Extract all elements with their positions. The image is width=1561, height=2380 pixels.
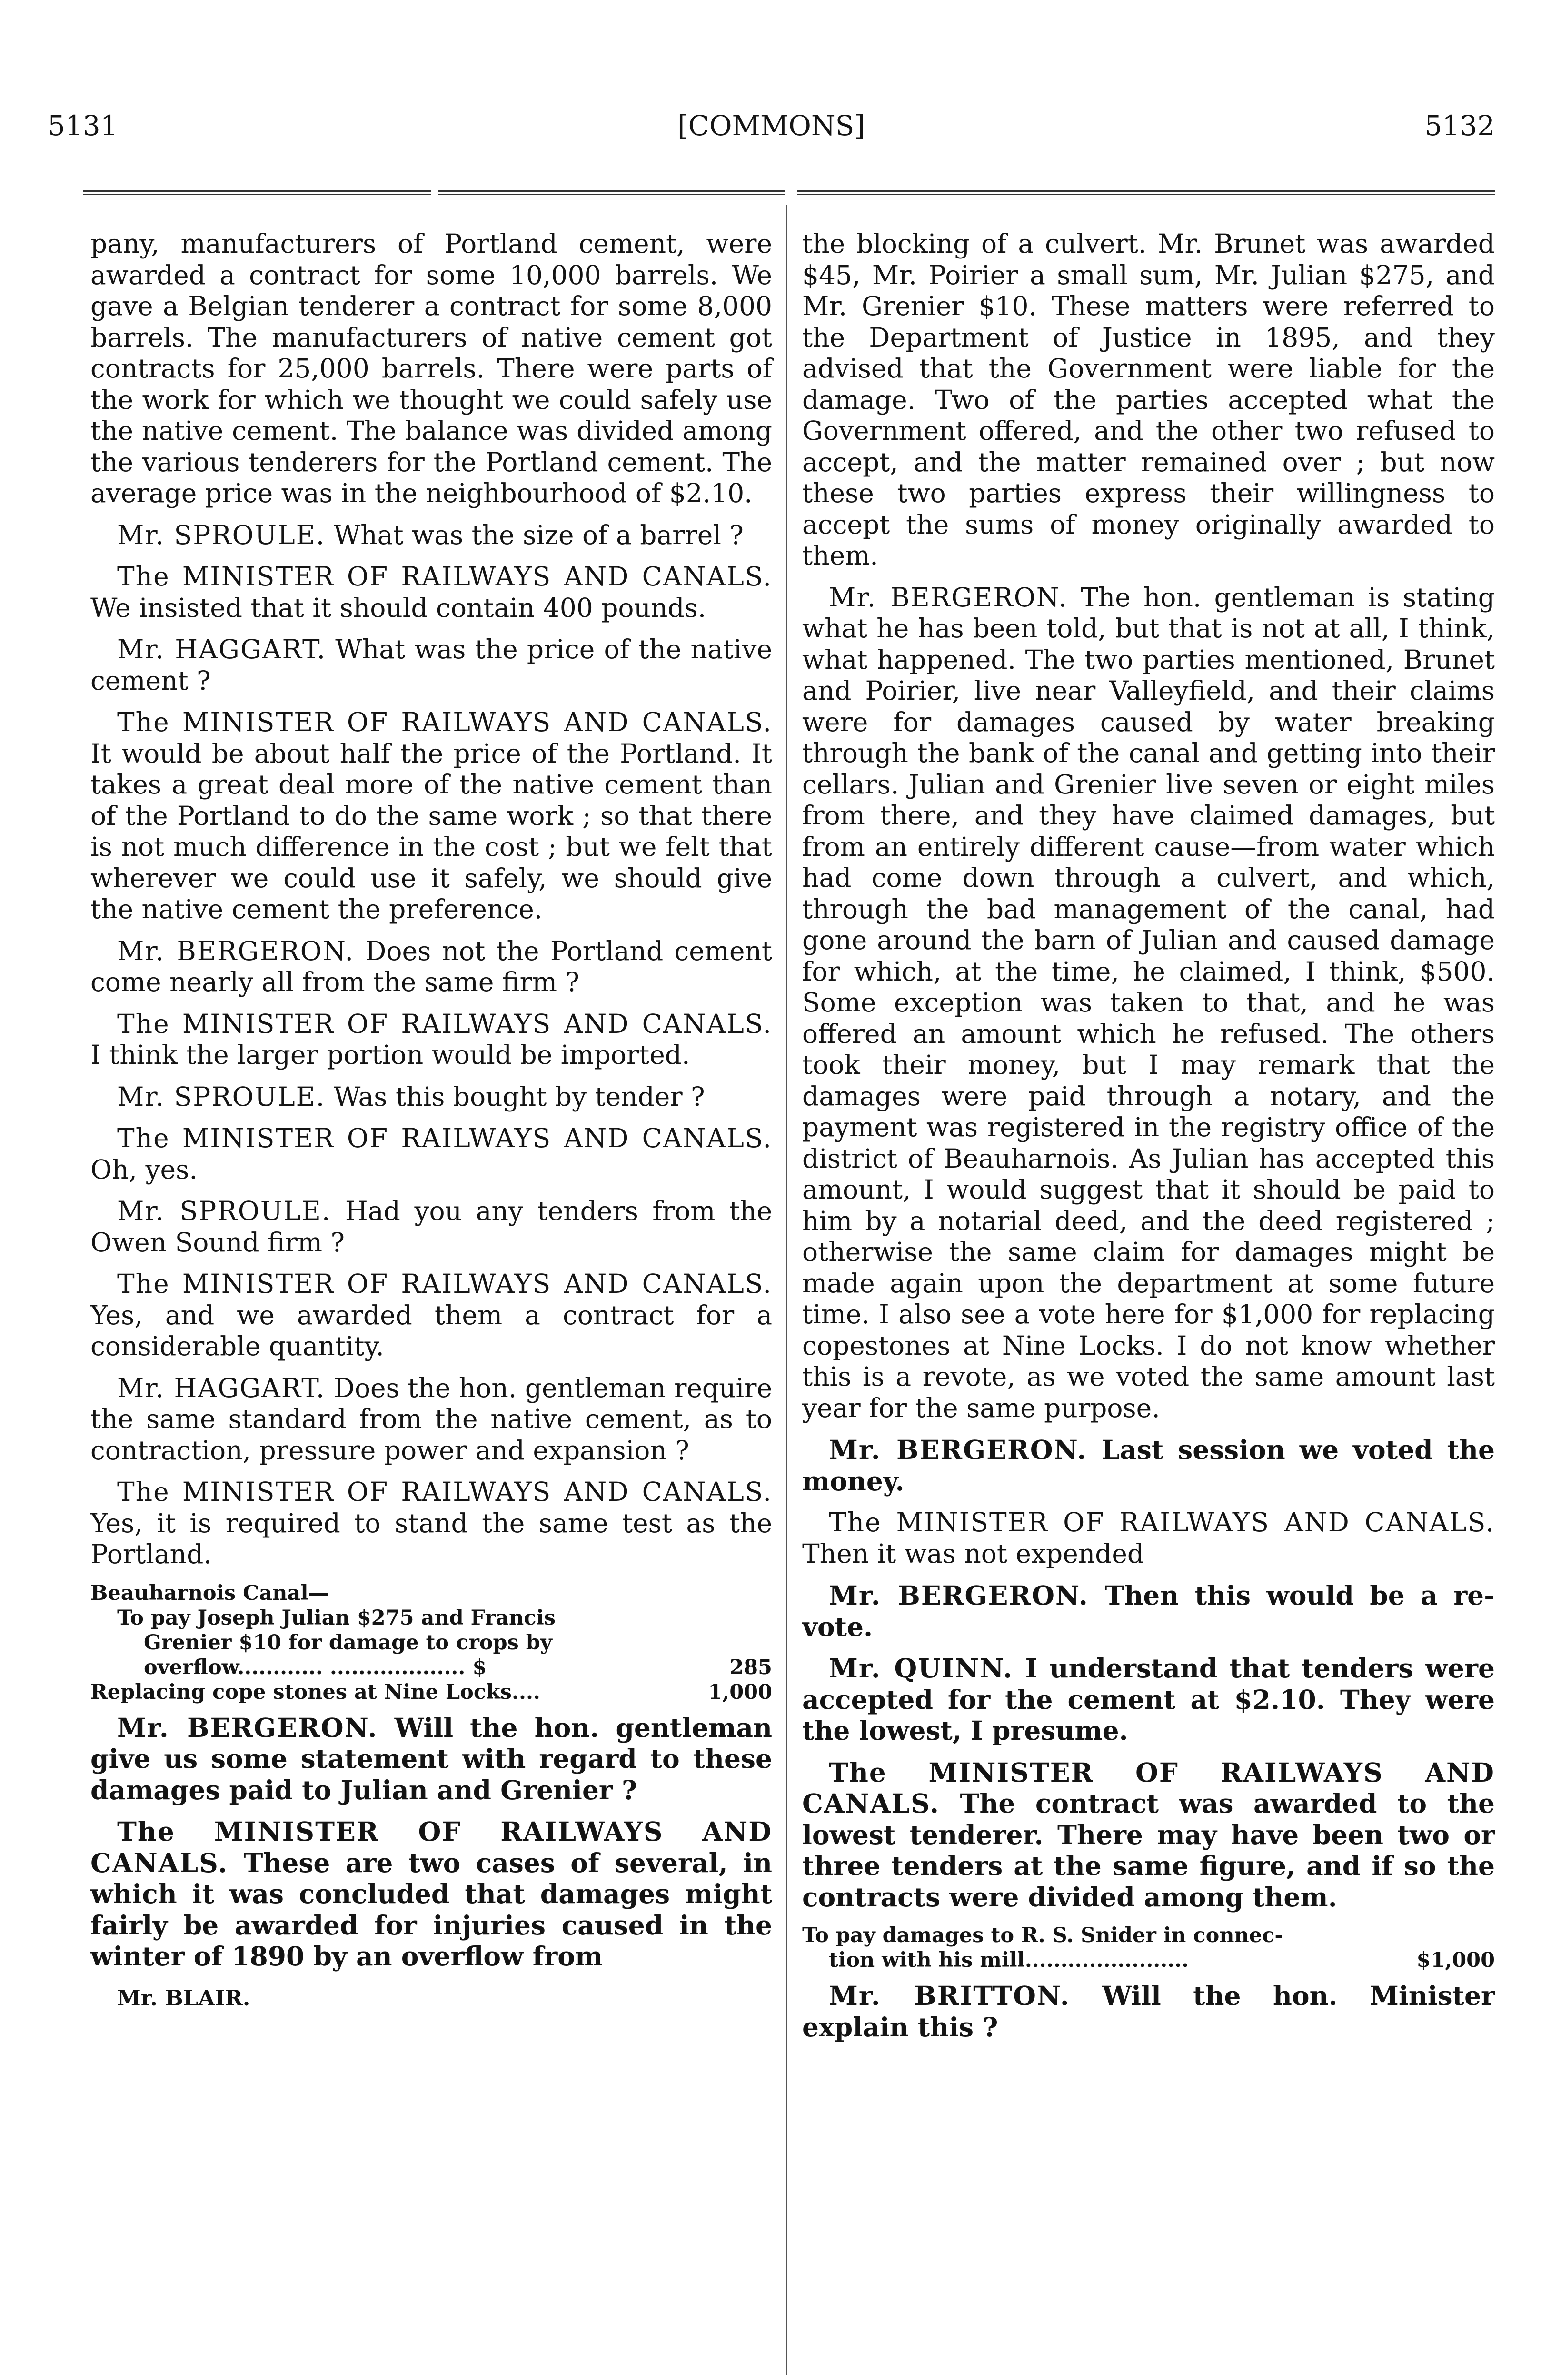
paragraph: The MINISTER OF RAILWAYS AND CANALS. We insisted that it should contain 400 pounds. — [90, 561, 772, 623]
speaker: Mr. BRITTON. — [829, 1980, 1070, 2011]
footer-name: Mr. BLAIR. — [117, 1985, 250, 2011]
page-number-left: 5131 — [48, 109, 118, 142]
paragraph: The MINISTER OF RAILWAYS AND CANALS. Oh, yes. — [90, 1123, 772, 1185]
speaker: Mr. SPROULE. — [117, 1196, 331, 1226]
paragraph: Mr. HAGGART. What was the price of the native cement ? — [90, 634, 772, 696]
vote-line: 1,000 Replacing cope stones at Nine Locks.... — [90, 1680, 772, 1704]
speaker: Mr. HAGGART. — [117, 1372, 326, 1403]
paragraph: The MINISTER OF RAILWAYS AND CANALS. Yes, and we awarded them a contract for a considerable quantity. — [90, 1269, 772, 1361]
supply-vote — [802, 1923, 1495, 1973]
column-divider — [786, 205, 787, 2375]
speaker: The MINISTER OF RAILWAYS AND CANALS. — [802, 1756, 1495, 1819]
paragraph: Mr. BERGERON. Will the hon. gentleman give us some statement with regard to these damages paid to Julian and Grenier ? — [90, 1712, 772, 1805]
paragraph: Mr. BERGERON. Does not the Portland cement come nearly all from the same firm ? — [90, 935, 773, 997]
paragraph: Mr. SPROULE. Was this bought by tender ? — [117, 1081, 705, 1112]
speaker: The MINISTER OF RAILWAYS AND CANALS. — [117, 1008, 772, 1039]
paragraph: Mr. BRITTON. Will the hon. Minister explain this ? — [802, 1980, 1495, 2043]
rule-segment — [797, 190, 1495, 195]
speaker: The MINISTER OF RAILWAYS AND CANALS. — [117, 707, 772, 737]
paragraph: Mr. BERGERON. The hon. gentleman is stating what he has been told, but that is not at all, I think, what happened. The two parties mentioned, Brunet and Poirier, live near Valleyfield, and their claims were for damages caused by water breaking through the bank of the canal and getting into their cellars. Julian and Grenier live seven or eight miles from there, and they have claimed damages, but from an entirely different cause—from water which had come down through a culvert, and which, through the bad management of the canal, had gone around the barn of Julian and caused damage for which, at the time, he claimed, I think, $500. Some exception was taken to that, and he was offered an amount which he refused. The others took their money, but I may remark that the damages were paid through a notary, and the payment was registered in the registry office of the district of Beauharnois. As Julian has accepted this amount, I would suggest that it should be paid to him by a notarial deed, and the deed registered ; otherwise the same claim for damages might be made again upon the department at some future time. I also see a vote here for $1,000 for replacing copestones at Nine Locks. I do not know whether this is a revote, as we voted the same amount last year for the same purpose. — [802, 582, 1495, 1423]
paragraph: The MINISTER OF RAILWAYS AND CANALS. I think the larger portion would be imported. — [90, 1008, 772, 1070]
speaker: The MINISTER OF RAILWAYS AND CANALS. — [829, 1507, 1495, 1537]
speaker: Mr. BERGERON. — [829, 1434, 1087, 1465]
paragraph: The MINISTER OF RAILWAYS AND CANALS. The contract was awarded to the lowest tenderer. There may have been two or three tenders at the same figure, and if so the contracts were divided among them. — [802, 1756, 1495, 1913]
vote-line: To pay damages to R. S. Snider in connec- — [802, 1924, 1283, 1947]
paragraph: Mr. BERGERON. Last session we voted the money. — [802, 1434, 1495, 1497]
speaker: Mr. BERGERON. — [829, 1580, 1089, 1611]
vote-heading: Beauharnois Canal— — [90, 1581, 329, 1605]
speaker: The MINISTER OF RAILWAYS AND CANALS. — [90, 1816, 772, 1878]
speaker: Mr. BERGERON. — [117, 935, 354, 966]
paragraph: Mr. BERGERON. Then this would be a re-vote. — [802, 1580, 1495, 1642]
paragraph: The MINISTER OF RAILWAYS AND CANALS. These are two cases of several, in which it was concluded that damages might fairly be awarded for injuries caused in the winter of 1890 by an overflow from — [90, 1816, 772, 1972]
speaker: Mr. SPROULE. — [117, 1081, 326, 1112]
vote-amount: 285 — [729, 1655, 772, 1679]
paragraph: The MINISTER OF RAILWAYS AND CANALS. Then it was not expended — [802, 1507, 1495, 1569]
speaker: Mr. HAGGART. — [117, 634, 327, 664]
paragraph: Mr. QUINN. I understand that tenders were accepted for the cement at $2.10. They were the lowest, I presume. — [802, 1653, 1495, 1746]
vote-amount: $1,000 — [1416, 1948, 1495, 1972]
paragraph: Mr. HAGGART. Does the hon. gentleman require the same standard from the native cement, as to contraction, pressure power and expansion ? — [90, 1372, 772, 1466]
left-column — [90, 228, 772, 2024]
vote-line: $1,000 tion with his mill....................... — [829, 1948, 1495, 1972]
vote-line: 285 overflow............ ................... $ — [144, 1655, 772, 1679]
vote-amount: 1,000 — [708, 1680, 772, 1704]
rule-segment — [438, 190, 785, 195]
speaker: Mr. BERGERON. — [829, 582, 1068, 613]
paragraph: pany, manufacturers of Portland cement, were awarded a contract for some 10,000 barrels. We gave a Belgian tenderer a contract for some 8,000 barrels. The manufacturers of native cement got contracts for 25,000 barrels. There were parts of the work for which we thought we could safely use the native cement. The balance was divided among the various tenderers for the Portland cement. The average price was in the neighbourhood of $2.10. — [90, 228, 772, 508]
paragraph: The MINISTER OF RAILWAYS AND CANALS. Yes, it is required to stand the same test as the Portland. — [90, 1477, 772, 1569]
supply-vote — [90, 1581, 772, 1705]
vote-line: Grenier $10 for damage to crops by — [144, 1630, 552, 1655]
paragraph: Mr. SPROULE. Had you any tenders from the Owen Sound firm ? — [90, 1196, 773, 1258]
speaker: Mr. SPROULE. — [117, 519, 326, 550]
header-rule — [83, 190, 1495, 197]
speaker: Mr. QUINN. — [829, 1653, 1014, 1684]
speaker: Mr. BERGERON. — [117, 1712, 378, 1743]
paragraph: The MINISTER OF RAILWAYS AND CANALS. It would be about half the price of the Portland. It takes a great deal more of the native cement than of the Portland to do the same work ; so that there is not much difference in the cost ; but we felt that wherever we could use it safely, we should give the native cement the preference. — [90, 707, 772, 924]
speaker: The MINISTER OF RAILWAYS AND CANALS. — [117, 561, 772, 592]
page-number-right: 5132 — [1424, 109, 1495, 142]
paragraph: the blocking of a culvert. Mr. Brunet was awarded $45, Mr. Poirier a small sum, Mr. Julian $275, and Mr. Grenier $10. These matters were referred to the Department of Justice in 1895, and they advised that the Government were liable for the damage. Two of the parties accepted what the Government offered, and the other two refused to accept, and the matter remained over ; but now these two parties express their willingness to accept the sums of money originally awarded to them. — [802, 228, 1495, 571]
page-header — [48, 109, 1495, 162]
rule-segment — [83, 190, 431, 195]
vote-line: To pay Joseph Julian $275 and Francis — [117, 1606, 556, 1630]
paragraph: Mr. SPROULE. What was the size of a barrel ? — [117, 519, 744, 550]
speaker: The MINISTER OF RAILWAYS AND CANALS. — [117, 1477, 772, 1507]
speaker: The MINISTER OF RAILWAYS AND CANALS. — [117, 1123, 772, 1153]
right-column — [802, 228, 1495, 2053]
page-title: [COMMONS] — [677, 109, 865, 142]
speaker: The MINISTER OF RAILWAYS AND CANALS. — [117, 1269, 772, 1299]
